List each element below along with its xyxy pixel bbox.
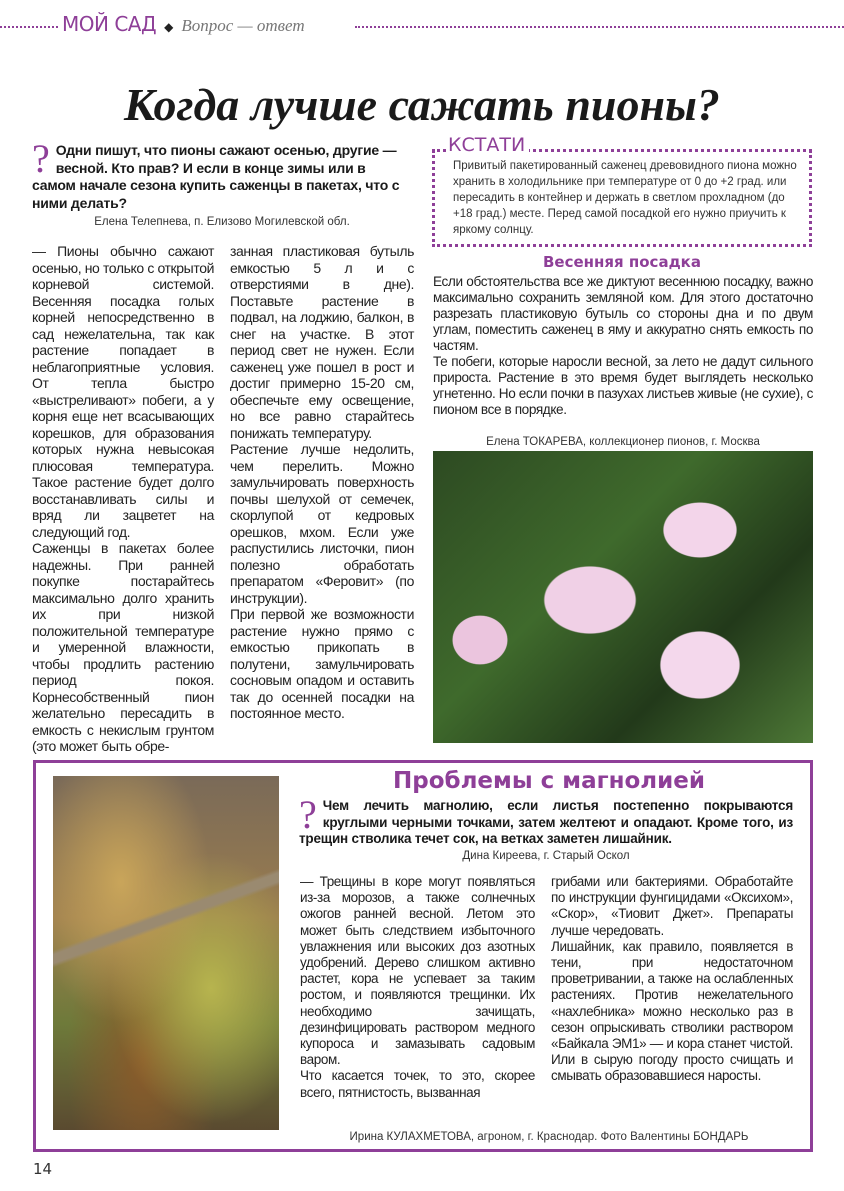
paragraph: Если обстоятельства все же диктуют весеннюю посадку, важно максимально сохранить земляной ком. Для этого достаточно разрезать пластиковую бутыль со стороны дна и по двум углам, поместить саженец в яму и аккуратно снять емкость по частям. — [433, 274, 813, 353]
header-dots-right — [355, 26, 844, 28]
question-mark-icon: ? — [32, 136, 50, 181]
question-block — [32, 136, 412, 229]
magnolia-column-1 — [300, 874, 535, 1101]
magnolia-question-text: Чем лечить магнолию, если листья постепенно покрываются круглыми черными точками, затем желтеют и опадают. Кроме того, из трещин стволика течет сок, на ветках заметен лишайник. — [299, 798, 793, 846]
paragraph: Саженцы в пакетах более надежны. При ранней покупке постарайтесь максимально долго хранить их при низкой положительной температуре и умеренной влажности, чтобы продлить растению период покоя. Корнесобственный пион желательно пересадить в емкость с некислым грунтом (это может быть обре- — [32, 540, 214, 754]
peony-photo — [433, 451, 813, 743]
sidebar-text: Привитый пакетированный саженец древовидного пиона можно хранить в холодильнике при температуре от 0 до +2 град. или пересадить в контейнер и держать в светлом прохладном (до +18 град.) месте. Перед самой посадкой его нужно приучить к яркому солнцу. — [453, 160, 797, 236]
paragraph: Лишайник, как правило, появляется в тени, при недостаточном проветривании, а также на ослабленных растениях. Против нежелательного «нахлебника» можно несколько раз в сезон опрыскивать стволики раствором «Байкала ЭМ1» — и кора станет чистой. Или в сырую погоду просто счищать и смывать образовавшиеся наросты. — [551, 938, 793, 1084]
spring-text — [433, 274, 813, 418]
spring-author: Елена ТОКАРЕВА, коллекционер пионов, г. Москва — [486, 436, 760, 448]
spring-heading: Весенняя посадка — [543, 253, 701, 271]
subsection-name: Вопрос — ответ — [181, 16, 305, 35]
question-text: Одни пишут, что пионы сажают осенью, другие — весной. Кто прав? И если в конце зимы или в самом начале сезона купить саженцы в пакетах, что с ними делать? — [32, 142, 400, 211]
magnolia-question-author: Дина Киреева, г. Старый Оскол — [462, 849, 630, 862]
question-author: Елена Телепнева, п. Елизово Могилевской обл. — [94, 216, 350, 228]
paragraph: Что касается точек, то это, скорее всего, пятнистость, вызванная — [300, 1068, 535, 1100]
paragraph: При первой же возможности растение нужно прямо с емкостью прикопать в полутени, замульчировать сосновым опадом и оставить так до осенней посадки на постоянное место. — [230, 606, 414, 721]
answer-column-1 — [32, 243, 214, 755]
sidebar-label-wrap — [448, 134, 529, 156]
question-mark-icon: ? — [299, 792, 317, 837]
paragraph: Растение лучше недолить, чем перелить. Можно замульчировать поверхность почвы шелухой от семечек, скорлупой от кедровых орешков, мхом. Если уже распустились листочки, пион полезно обработать препаратом «Феровит» (по инструкции). — [230, 441, 414, 606]
section-header — [62, 12, 305, 36]
magnolia-heading: Проблемы с магнолией — [393, 768, 705, 794]
header-dots-left — [0, 26, 58, 28]
magnolia-photo — [53, 776, 279, 1130]
diamond-icon: ◆ — [164, 20, 174, 34]
paragraph: — Пионы обычно сажают осенью, но только с открытой корневой системой. Весенняя посадка голых корней непосредственно в сад нежелательна, так как растение попадает в неблагоприятные условия. От тепла быстро «выстреливают» побеги, а у корня еще нет всасывающих корешков, для образования которых нужна невысокая плюсовая температура. Такое растение будет долго восстанавливать силы и вряд ли зацветет на следующий год. — [32, 243, 214, 540]
magnolia-question-block — [299, 792, 793, 863]
section-name: МОЙ САД — [62, 12, 157, 36]
magnolia-author: Ирина КУЛАХМЕТОВА, агроном, г. Краснодар. Фото Валентины БОНДАРЬ — [349, 1131, 749, 1143]
paragraph: Те побеги, которые наросли весной, за лето не дадут сильного прироста. Растение в это время будет выглядеть несколько угнетенно. Но если почки в пазухах листьев живые (не сухие), с пионом все в порядке. — [433, 354, 813, 417]
magnolia-column-2 — [551, 874, 793, 1085]
paragraph: — Трещины в коре могут появляться из-за морозов, а также солнечных ожогов ранней весной. Летом это может быть следствием избыточного увлажнения или высоких доз азотных удобрений. Дерево слишком активно растет, кора не успевает за таким ростом, и появляются трещинки. Их необходимо зачищать, дезинфицировать раствором медного купороса и замазывать садовым варом. — [300, 874, 535, 1068]
sidebar-label: КСТАТИ — [448, 134, 529, 156]
answer-column-2 — [230, 243, 414, 722]
paragraph: грибами или бактериями. Обработайте по инструкции фунгицидами «Оксихом», «Скор», «Тиовит Джет». Препараты лучше чередовать. — [551, 874, 793, 938]
page-title: Когда лучше сажать пионы? — [124, 79, 720, 130]
paragraph: занная пластиковая бутыль емкостью 5 л и с отверстиями в дне). Поставьте растение в подвал, на лоджию, балкон, в снег на участке. В этот период свет не нужен. Если саженец уже пошел в рост и достиг примерно 15-20 см, обеспечьте ему освещение, но все равно старайтесь понижать температуру. — [230, 243, 414, 441]
page-number: 14 — [33, 1160, 53, 1178]
